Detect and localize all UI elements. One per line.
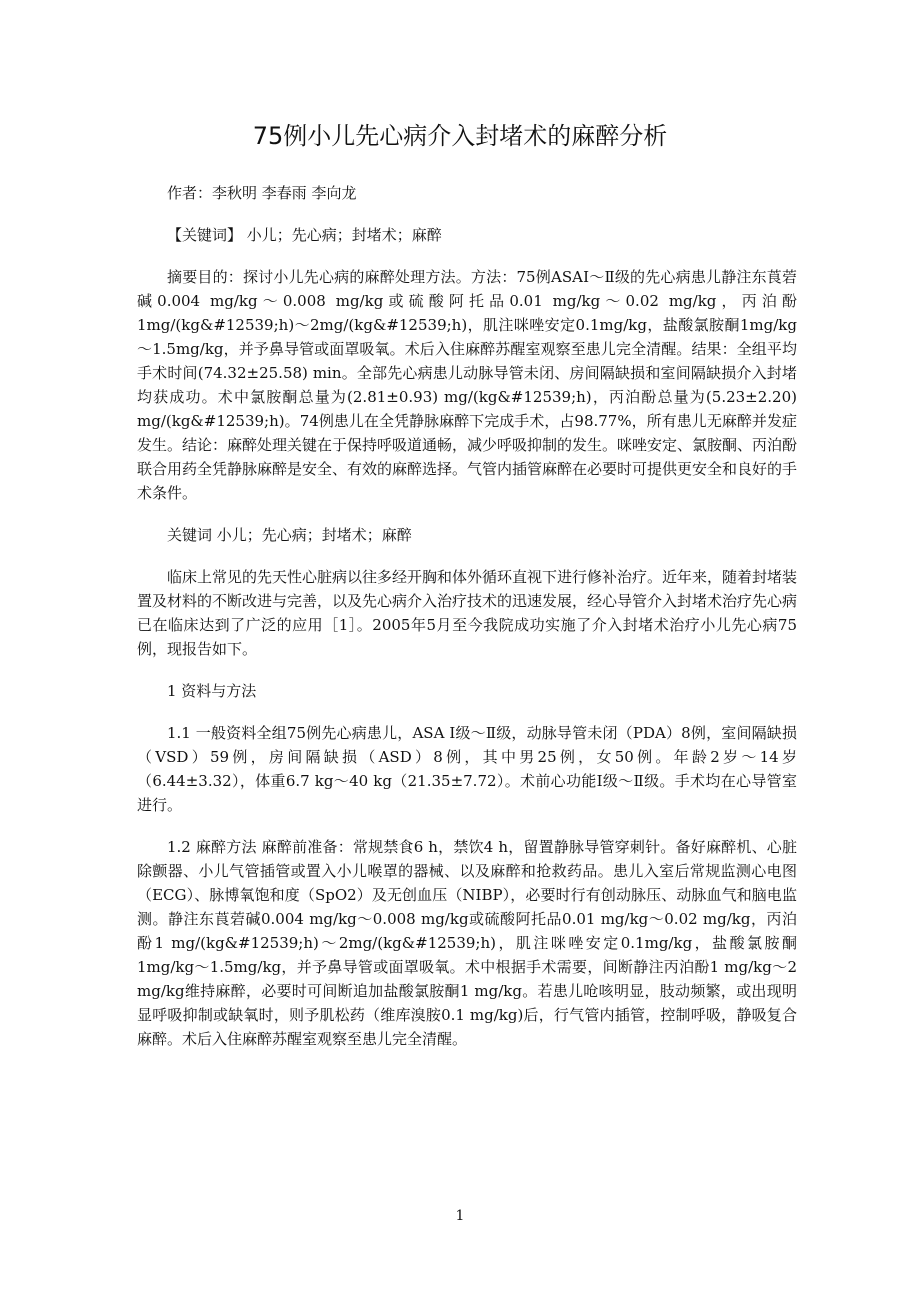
keywords-line: 关键词 小儿；先心病；封堵术；麻醉 [167,526,412,544]
intro-paragraph: 临床上常见的先天性心脏病以往多经开胸和体外循环直视下进行修补治疗。近年来，随着封堵装置及材料的不断改进与完善，以及先心病介入治疗技术的迅速发展，经心导管介入封堵术治疗先心病已在临床达到了广泛的应用［1］。2005年5月至今我院成功实施了介入封堵术治疗小儿先心病75例，现报告如下。 [137,568,798,658]
subsection-1-1: 1.1 一般资料全组75例先心病患儿，ASA Ⅰ级～Ⅱ级，动脉导管未闭（PDA）8例，室间隔缺损（VSD）59例，房间隔缺损（ASD）8例，其中男25例，女50例。年龄2岁～14岁（6.44±3.32），体重6.7 kg～40 kg（21.35±7.72）。术前心功能Ⅰ级～Ⅱ级。手术均在心导管室进行。 [137,724,797,814]
document-title: 75例小儿先心病介入封堵术的麻醉分析 [252,122,668,150]
subsection-1-2: 1.2 麻醉方法 麻醉前准备：常规禁食6 h，禁饮4 h，留置静脉导管穿刺针。备好麻醉机、心脏除颤器、小儿气管插管或置入小儿喉罩的器械、以及麻醉和抢救药品。患儿入室后常规监测心电图（ECG）、脉博氧饱和度（SpO2）及无创血压（NIBP），必要时行有创动脉压、动脉血气和脑电监测。静注东莨菪碱0.004 mg/kg～0.008 mg/kg或硫酸阿托品0.01 mg/kg～0.02 mg/kg，丙泊酚1 mg/(kg&#12539;h)～2mg/(kg&#12539;h)，肌注咪唑安定0.1mg/kg，盐酸氯胺酮1mg/kg～1.5mg/kg，并予鼻导管或面罩吸氧。术中根据手术需要，间断静注丙泊酚1 mg/kg～2 mg/kg维持麻醉，必要时可间断追加盐酸氯胺酮1 mg/kg。若患儿呛咳明显，肢动频繁，或出现明显呼吸抑制或缺氧时，则予肌松药（维库溴胺0.1 mg/kg)后，行气管内插管，控制呼吸，静吸复合麻醉。术后入住麻醉苏醒室观察至患儿完全清醒。 [137,838,797,1048]
keywords-header: 【关键词】 小儿；先心病；封堵术；麻醉 [167,226,442,244]
abstract-paragraph: 摘要目的：探讨小儿先心病的麻醉处理方法。方法：75例ASAⅠ～Ⅱ级的先心病患儿静注东莨菪碱0.004 mg/kg～0.008 mg/kg或硫酸阿托品0.01 mg/kg～0.02 mg/kg，丙泊酚1mg/(kg&#12539;h)～2mg/(kg&#12539;h)，肌注咪唑安定0.1mg/kg，盐酸氯胺酮1mg/kg～1.5mg/kg，并予鼻导管或面罩吸氧。术后入住麻醉苏醒室观察至患儿完全清醒。结果：全组平均手术时间(74.32±25.58) min。全部先心病患儿动脉导管未闭、房间隔缺损和室间隔缺损介入封堵均获成功。术中氯胺酮总量为(2.81±0.93) mg/(kg&#12539;h)，丙泊酚总量为(5.23±2.20) mg/(kg&#12539;h)。74例患儿在全凭静脉麻醉下完成手术，占98.77%，所有患儿无麻醉并发症发生。结论：麻醉处理关键在于保持呼吸道通畅，减少呼吸抑制的发生。咪唑安定、氯胺酮、丙泊酚联合用药全凭静脉麻醉是安全、有效的麻醉选择。气管内插管麻醉在必要时可提供更安全和良好的手术条件。 [137,268,798,502]
section-heading-1: 1 资料与方法 [167,682,257,700]
document-body [137,181,797,1066]
page-number: 1 [455,1208,465,1224]
authors-line: 作者：李秋明 李春雨 李向龙 [167,184,357,202]
